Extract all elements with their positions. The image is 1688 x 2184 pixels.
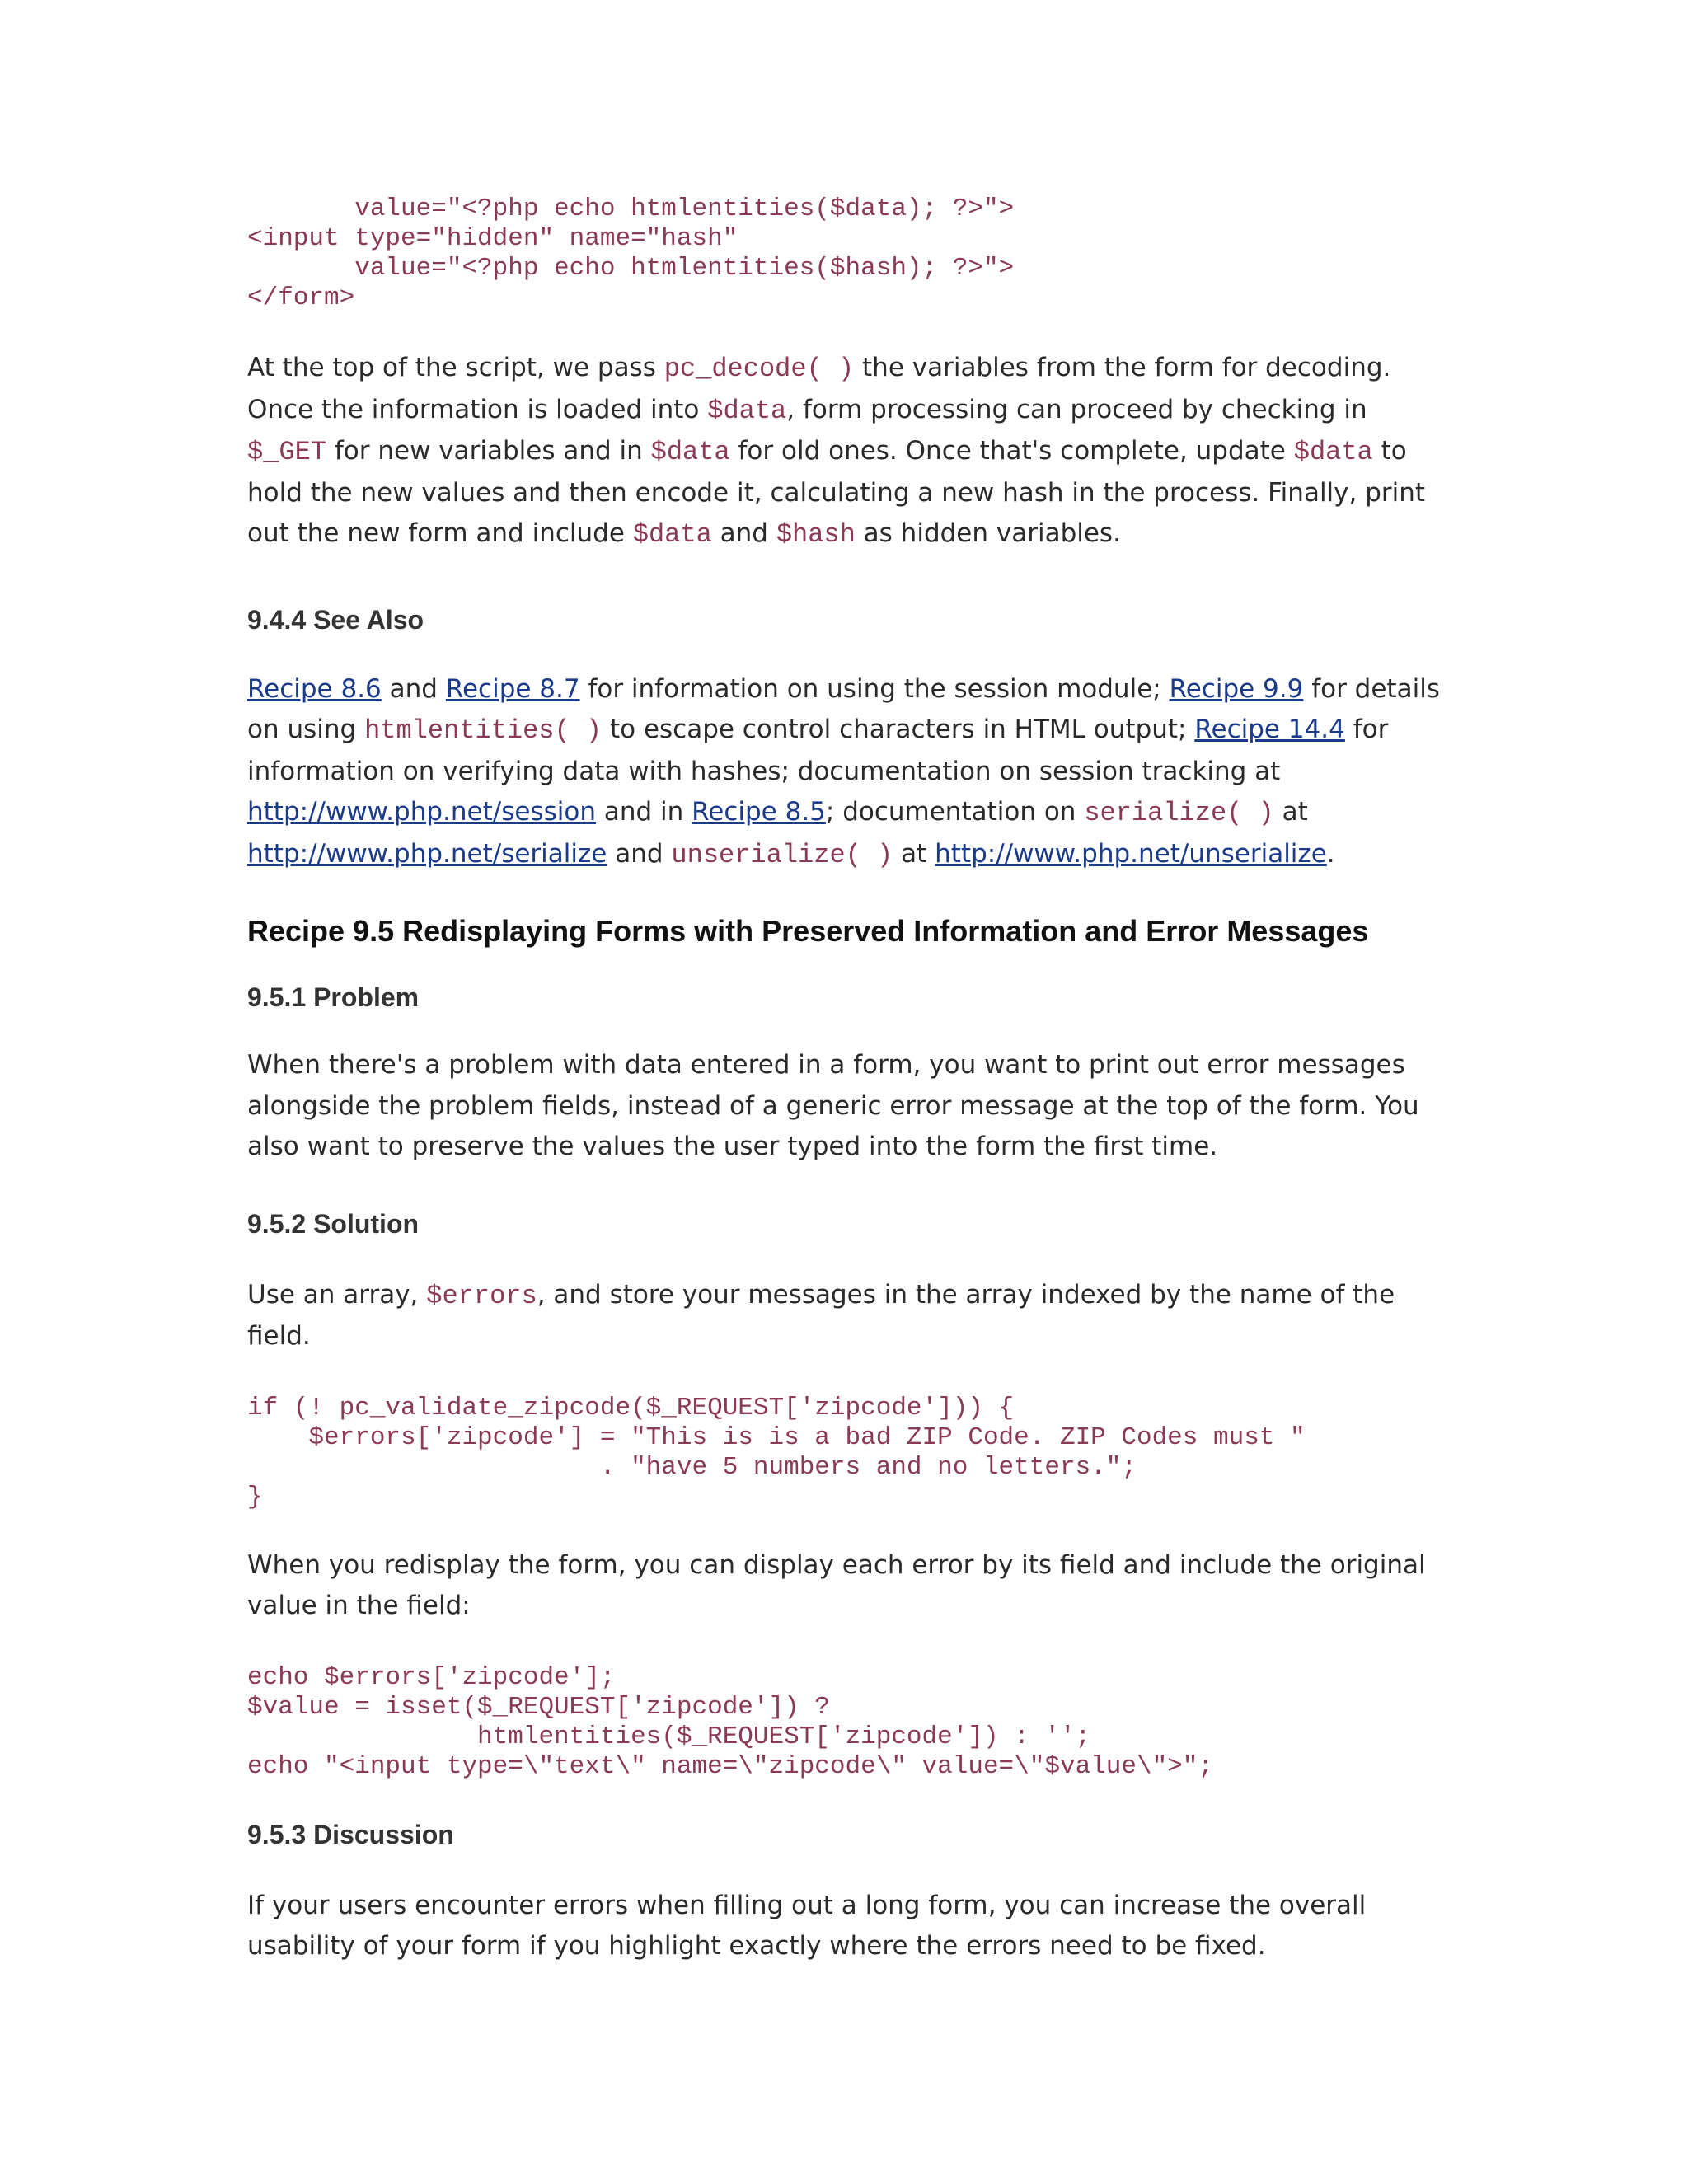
inline-code: $data [707, 395, 787, 426]
text: the variables from the form for decoding. Once the information is loaded into [247, 353, 1391, 424]
paragraph-see-also [247, 669, 1451, 876]
link-recipe-8-7[interactable]: Recipe 8.7 [445, 673, 580, 704]
paragraph-solution-intro [247, 1275, 1451, 1357]
code-line: $value = isset($_REQUEST['zipcode']) ? [247, 1692, 830, 1722]
paragraph-redisplay: When you redisplay the form, you can display each error by its field and include the original value in the field: [247, 1549, 1426, 1620]
recipe-title: Recipe 9.5 Redisplaying Forms with Preserved Information and Error Messages [247, 914, 1369, 948]
code-block-form-end [247, 194, 1451, 313]
code-line: <input type="hidden" name="hash" [247, 224, 738, 253]
text: at [1273, 797, 1308, 827]
code-line: echo $errors['zipcode']; [247, 1662, 616, 1692]
text: to escape control characters in HTML output; [602, 715, 1195, 744]
text: as hidden variables. [855, 518, 1121, 548]
code-line: $errors['zipcode'] = "This is is a bad ZIP Code. ZIP Codes must " [247, 1422, 1306, 1452]
link-recipe-9-9[interactable]: Recipe 9.9 [1169, 673, 1304, 704]
paragraph-discussion: If your users encounter errors when filling out a long form, you can increase the overall usability of your form if you highlight exactly where the errors need to be fixed. [247, 1890, 1367, 1961]
code-line: value="<?php echo htmlentities($data); ?>"> [247, 194, 1015, 223]
text: to hold the new values and then encode it, calculating a new hash in the process. Finally, print out the new form and include [247, 436, 1426, 548]
inline-code: $hash [776, 519, 856, 550]
inline-code: $_GET [247, 437, 327, 467]
text: . [1326, 838, 1335, 869]
text: for details on using [247, 673, 1440, 744]
text: and [607, 838, 672, 869]
inline-code: $data [632, 519, 712, 550]
inline-code: serialize( ) [1084, 798, 1274, 828]
link-recipe-8-5[interactable]: Recipe 8.5 [692, 797, 826, 827]
section-heading-discussion: 9.5.3 Discussion [247, 1819, 454, 1849]
section-heading-solution: 9.5.2 Solution [247, 1208, 420, 1239]
link-recipe-8-6[interactable]: Recipe 8.6 [247, 673, 382, 704]
code-line: if (! pc_validate_zipcode($_REQUEST['zipcode'])) { [247, 1393, 1015, 1422]
code-line: echo "<input type=\"text\" name=\"zipcode\" value=\"$value\">"; [247, 1751, 1213, 1781]
text: for old ones. Once that's complete, update [729, 436, 1294, 466]
code-line: } [247, 1482, 263, 1511]
paragraph-decode-explanation [247, 348, 1451, 555]
link-php-serialize[interactable]: http://www.php.net/serialize [247, 838, 607, 869]
inline-code: $errors [426, 1280, 537, 1311]
inline-code: pc_decode( ) [663, 354, 855, 384]
section-heading-problem: 9.5.1 Problem [247, 982, 420, 1012]
text: for new variables and in [326, 436, 651, 466]
code-line: value="<?php echo htmlentities($hash); ?>"> [247, 254, 1015, 283]
inline-code: $data [650, 437, 730, 467]
code-block-echo-errors [247, 1663, 1451, 1782]
inline-code: htmlentities( ) [364, 715, 603, 746]
link-php-session[interactable]: http://www.php.net/session [247, 797, 596, 827]
code-line: htmlentities($_REQUEST['zipcode']) : ''; [247, 1722, 1091, 1751]
text: for information on using the session module; [579, 673, 1170, 704]
text: , and store your messages in the array indexed by the name of the field. [247, 1279, 1395, 1351]
inline-code: $data [1293, 437, 1373, 467]
inline-code: unserialize( ) [671, 839, 893, 870]
document-page [247, 194, 1451, 1967]
text: for information on verifying data with hashes; documentation on session tracking at [247, 715, 1389, 786]
code-block-validate-zipcode [247, 1394, 1451, 1512]
text: Use an array, [247, 1279, 427, 1310]
paragraph-problem: When there's a problem with data entered in a form, you want to print out error messages alongside the problem fields, instead of a generic error message at the top of the form. You also want to preserve the values the user typed into the form the first time. [247, 1050, 1419, 1161]
code-line: </form> [247, 284, 355, 312]
link-recipe-14-4[interactable]: Recipe 14.4 [1194, 715, 1345, 744]
text: , form processing can proceed by checking in [786, 394, 1367, 424]
text: and [711, 518, 776, 548]
text: ; documentation on [825, 797, 1085, 827]
section-heading-see-also: 9.4.4 See Also [247, 604, 424, 635]
link-php-unserialize[interactable]: http://www.php.net/unserialize [935, 838, 1327, 869]
text: at [893, 838, 935, 869]
text: and in [595, 797, 692, 827]
code-line: . "have 5 numbers and no letters."; [247, 1452, 1137, 1482]
text: and [381, 673, 446, 704]
text: At the top of the script, we pass [247, 353, 664, 382]
